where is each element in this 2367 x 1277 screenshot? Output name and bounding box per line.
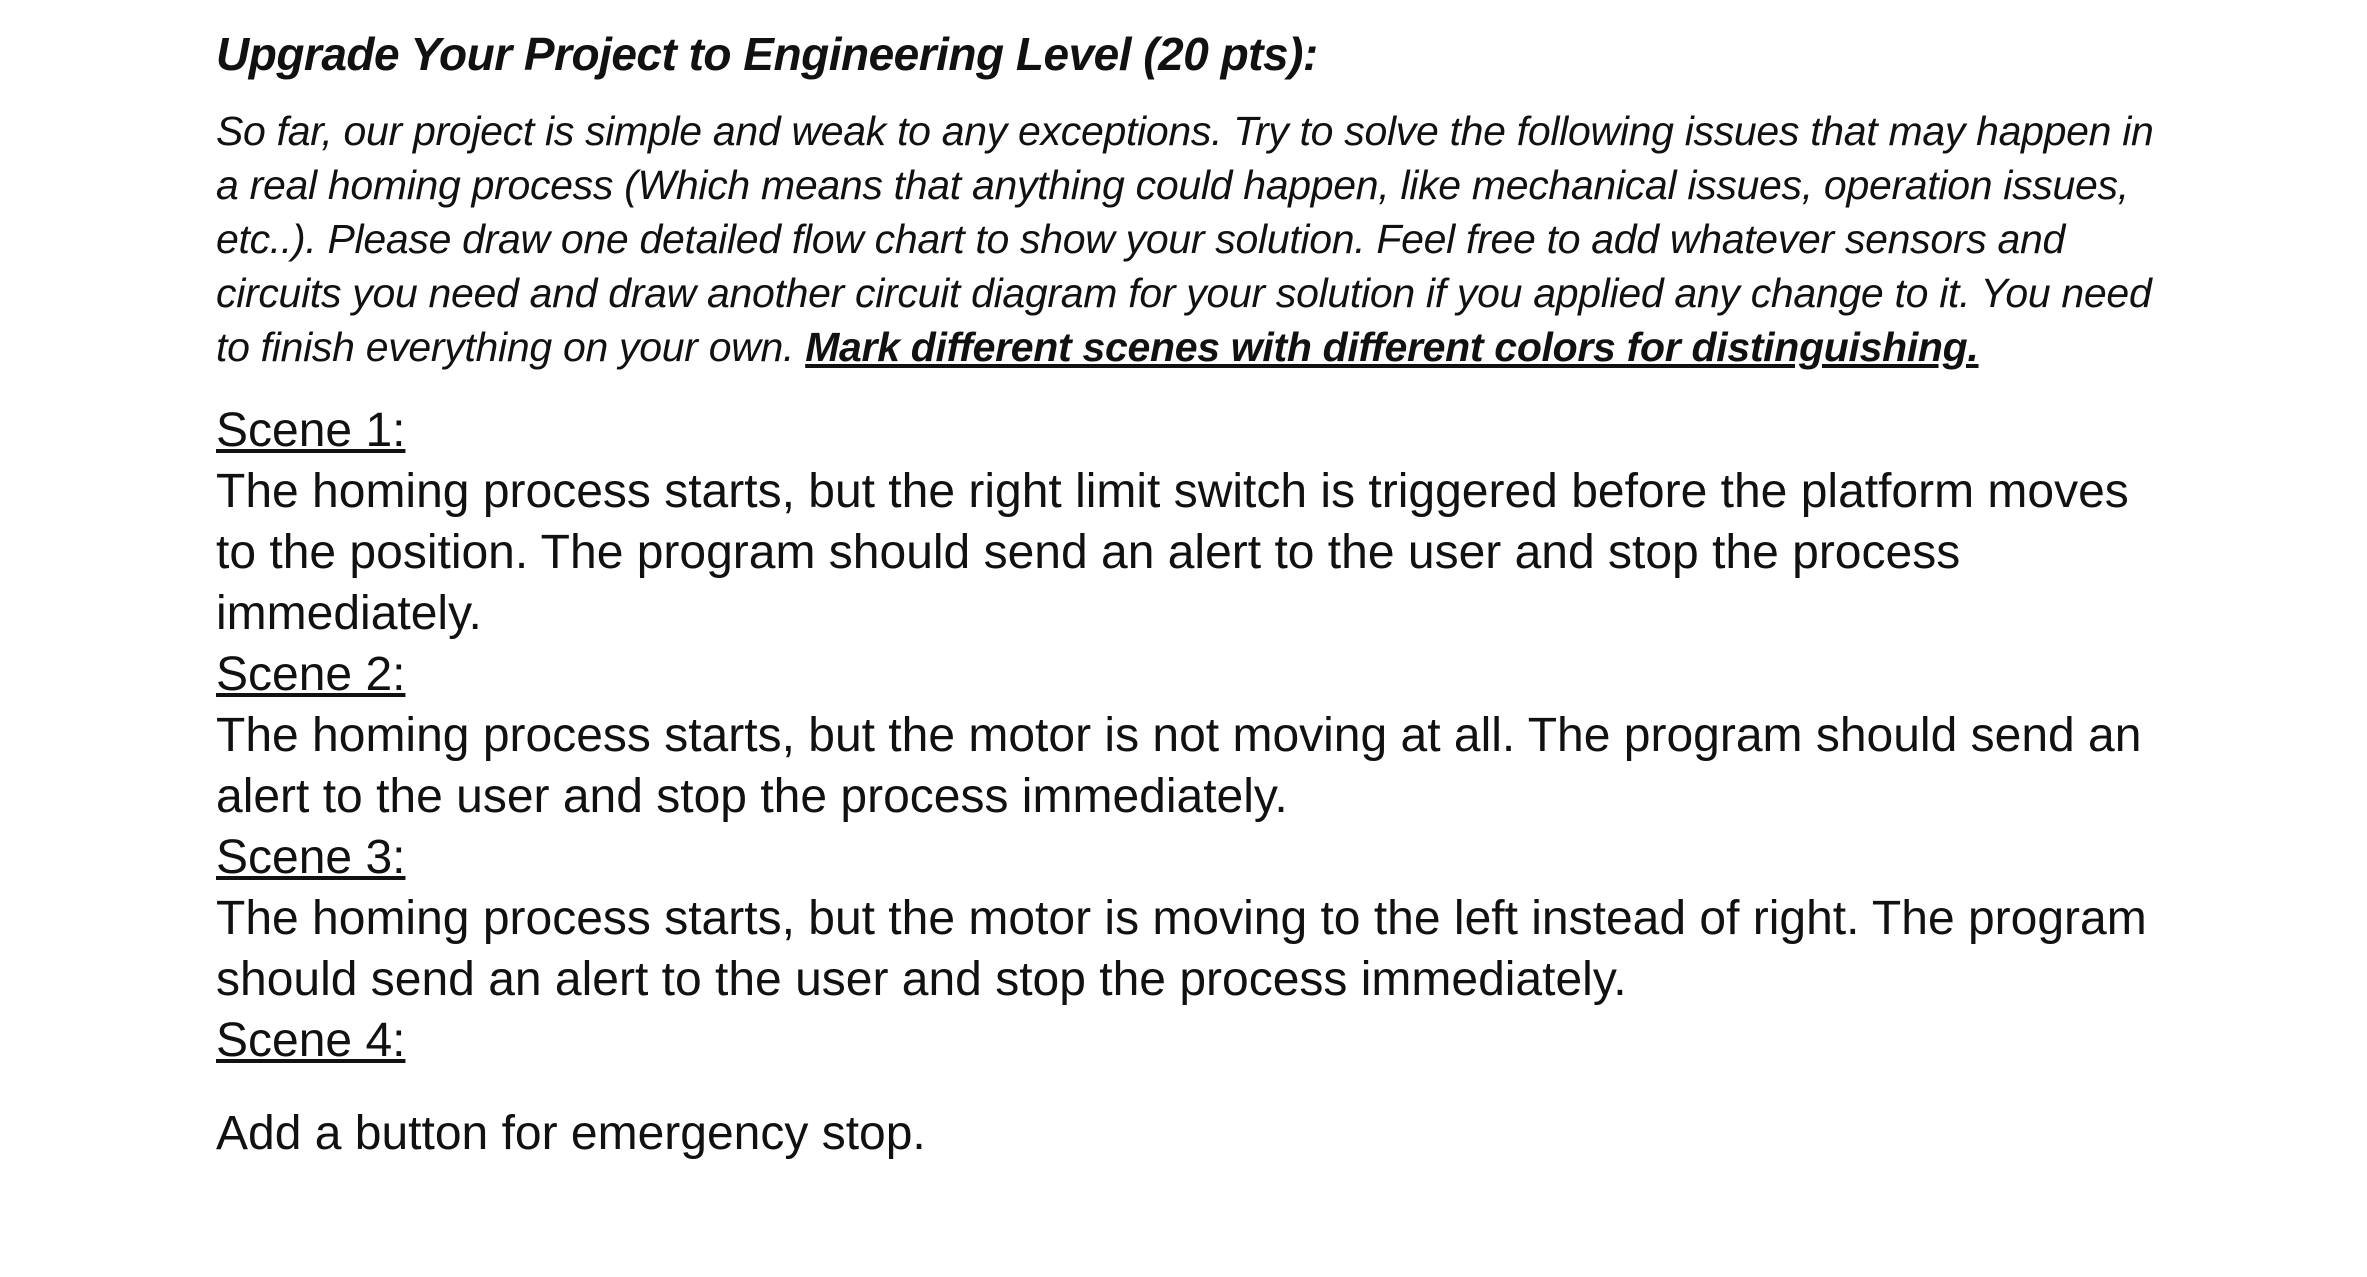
- scene-4-text: Add a button for emergency stop.: [216, 1107, 926, 1160]
- scene-4-heading: Scene 4:: [216, 1014, 406, 1067]
- document-page: [216, 22, 2176, 1164]
- scene-2: [216, 644, 2176, 827]
- intro-paragraph: [216, 104, 2176, 374]
- scene-3-heading: Scene 3:: [216, 831, 406, 884]
- scene-3: [216, 827, 2176, 1010]
- page-title: Upgrade Your Project to Engineering Level (20 pts):: [216, 28, 1318, 80]
- scene-2-text: The homing process starts, but the motor is not moving at all. The program should send an alert to the user and stop the process immediately.: [216, 709, 2142, 823]
- scene-3-text: The homing process starts, but the motor is moving to the left instead of right. The program should send an alert to the user and stop the process immediately.: [216, 892, 2147, 1006]
- scene-1-heading: Scene 1:: [216, 404, 406, 457]
- scene-2-heading: Scene 2:: [216, 648, 406, 701]
- intro-text: So far, our project is simple and weak to any exceptions. Try to solve the following issues that may happen in a real homing process (Which means that anything could happen, like mechanical issues, operation issues, etc..). Please draw one detailed flow chart to show your solution. Feel free to add whatever sensors and circuits you need and draw another circuit diagram for your solution if you applied any change to it. You need to finish everything on your own.: [216, 108, 2154, 370]
- scene-4: [216, 1010, 2176, 1164]
- scene-4-spacer: [216, 1071, 2176, 1103]
- scene-1: [216, 400, 2176, 644]
- intro-emphasis: Mark different scenes with different colors for distinguishing.: [805, 324, 1979, 370]
- scene-1-text: The homing process starts, but the right limit switch is triggered before the platform moves to the position. The program should send an alert to the user and stop the process immediately.: [216, 465, 2129, 640]
